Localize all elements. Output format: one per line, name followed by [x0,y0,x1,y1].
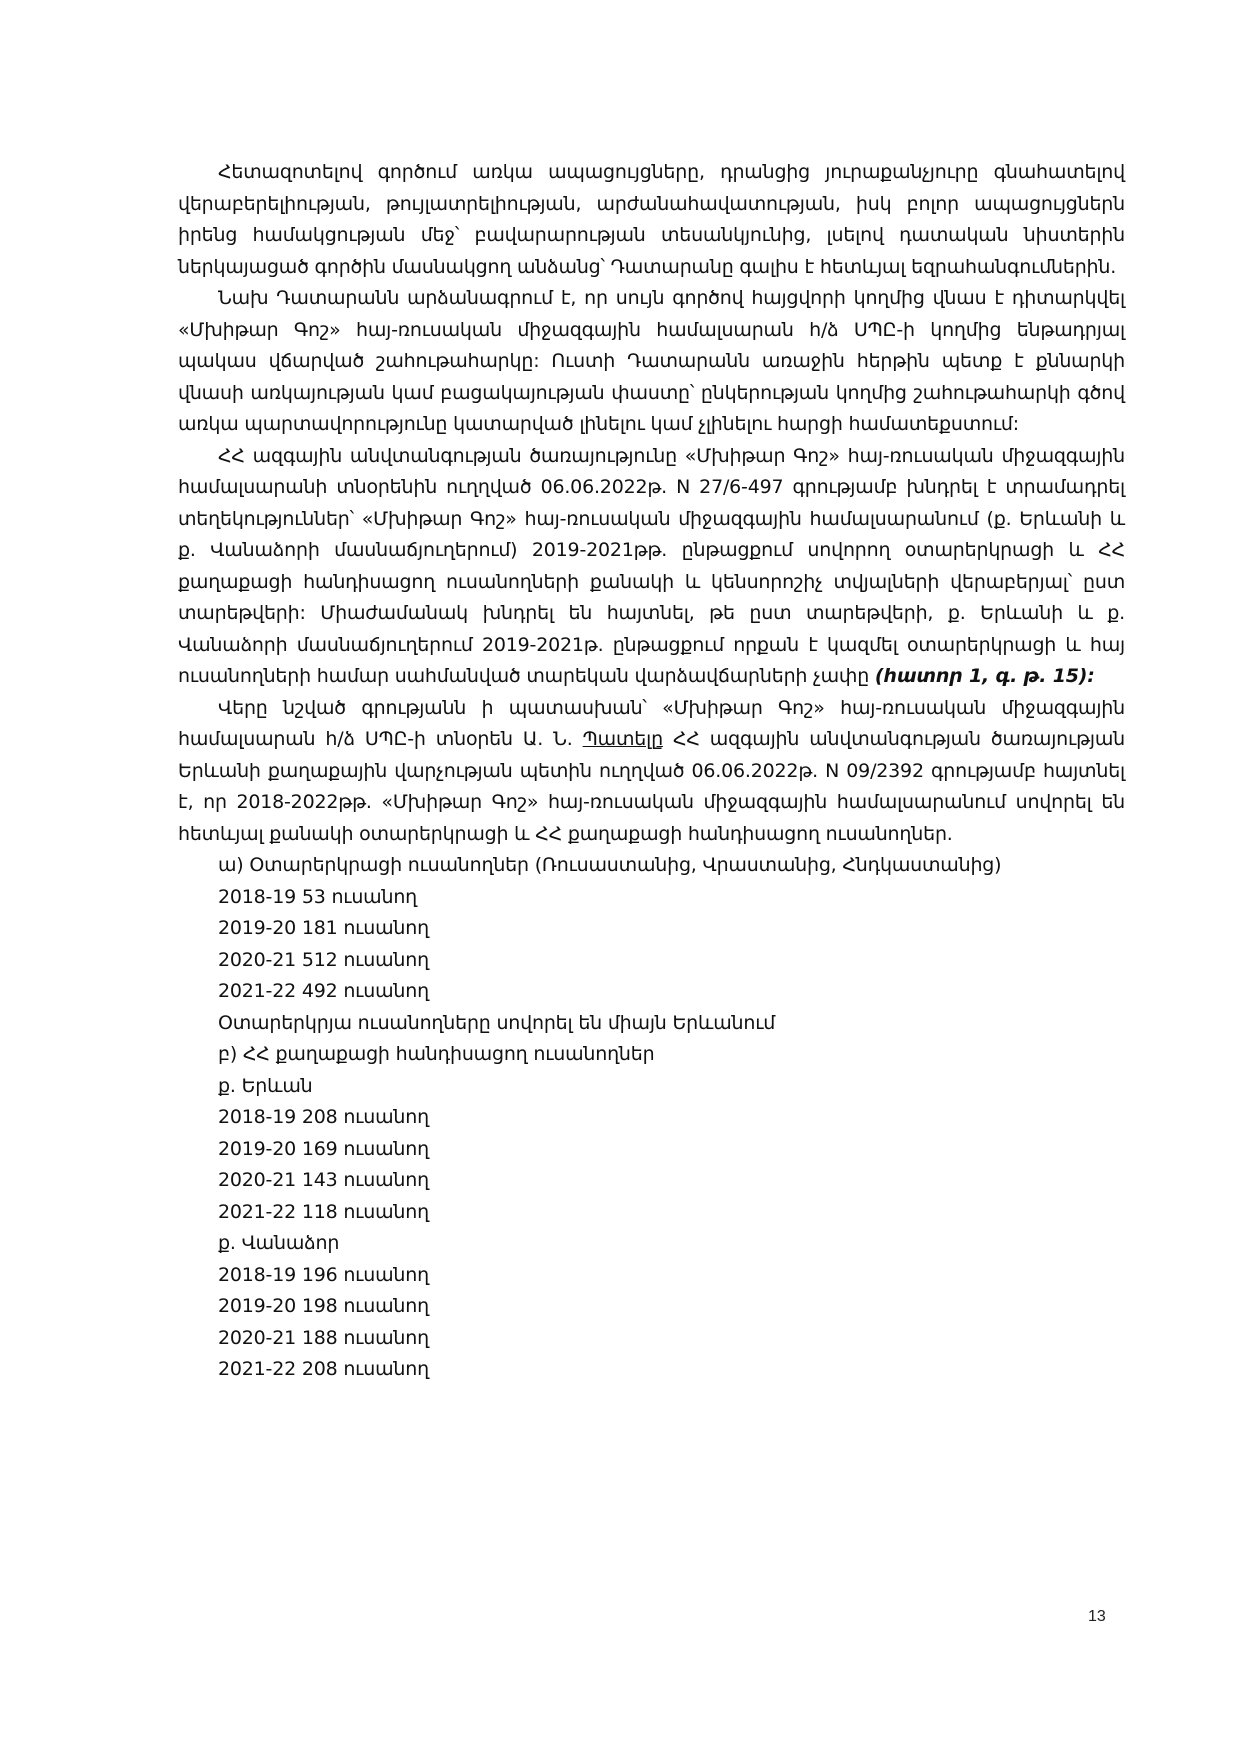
paragraph-1 [178,157,1125,283]
list-item: 2021-22 208 ուսանող [218,1358,429,1380]
paragraph-3-text: ՀՀ ազգային անվտանգության ծառայությունը «Մխիթար Գոշ» հայ-ռուսական միջազգային համալսարանի տնօրենին ուղղված 06.06.2022թ. N 27/6-497 գրությամբ խնդրել է տրամադրել տեղեկություններ՝ «Մխիթար Գոշ» հայ-ռուսական միջազգային համալսարանում (ք. Երևանի և ք. Վանաձորի մասնաճյուղերում) 2019-2021թթ. ընթացքում սովորող օտարերկրացի և ՀՀ քաղաքացի հանդիսացող ուսանողների քանակի և կենսորոշիչ տվյալների վերաբերյալ՝ ըստ տարեթվերի: Միաժամանակ խնդրել են հայտնել, թե ըստ տարեթվերի, ք. Երևանի և ք. Վանաձորի մասնաճյուղերում 2019-2021թ. ընթացքում որքան է կազմել օտարերկրացի և հայ ուսանողների համար սահմանված տարեկան վարձավճարների չափը [178,444,1125,687]
paragraph-2 [178,283,1125,441]
list-item: 2021-22 492 ուսանող [218,980,429,1002]
list-item: 2019-20 169 ուսանող [218,1137,429,1160]
paragraph-4-text-after: ՀՀ ազգային անվտանգության ծառայության Երևանի քաղաքային վարչության պետին ուղղված 06.06.2022թ. N 09/2392 գրությամբ հայտնել է, որ 2018-2022թթ. «Մխիթար Գոշ» հայ-ռուսական միջազգային համալսարանում սովորել են հետևյալ քանակի օտարերկրացի և ՀՀ քաղաքացի հանդիսացող ուսանողներ. [178,728,1126,845]
list-item: 2019-20 181 ուսանող [218,917,429,939]
paragraph-3 [178,441,1125,693]
list-item: 2021-22 118 ուսանող [218,1200,429,1223]
list-item: 2018-19 196 ուսանող [218,1263,429,1286]
volume-reference: (հատոր 1, գ. թ. 15): [874,665,1095,687]
list-heading-citizens: բ) ՀՀ քաղաքացի հանդիսացող ուսանողներ [218,1043,655,1065]
list-note-yerevan-only: Օտարերկրյա ուսանողները սովորել են միայն Երևանում [218,1011,776,1034]
list-item: 2020-21 512 ուսանող [218,948,429,971]
list-heading-foreign: ա) Օտարերկրացի ուսանողներ (Ռուսաստանից, Վրաստանից, Հնդկաստանից) [218,854,1002,876]
list-item: 2020-21 143 ուսանող [218,1169,429,1191]
list-subheading-yerevan: ք. Երևան [218,1074,313,1097]
student-count-list [178,850,1125,1386]
list-subheading-vanadzor: ք. Վանաձոր [218,1232,340,1254]
list-item: 2018-19 208 ուսանող [218,1106,429,1128]
paragraph-1-text: Հետազոտելով գործում առկա ապացույցները, դրանցից յուրաքանչյուրը գնահատելով վերաբերելիության, թույլատրելիության, արժանահավատության, իսկ բոլոր ապացույցներն իրենց համակցության մեջ՝ բավարարության տեսանկյունից, լսելով դատական նիստերին ներկայացած գործին մասնակցող անձանց՝ Դատարանը գալիս է հետևյալ եզրահանգումներին. [178,161,1125,278]
list-item: 2018-19 53 ուսանող [218,885,418,908]
paragraph-4 [178,693,1125,851]
list-item: 2020-21 188 ուսանող [218,1326,429,1349]
list-item: 2019-20 198 ուսանող [218,1295,429,1317]
paragraph-4-text-before: Վերը նշված գրությանն ի պատասխան՝ «Մխիթար Գոշ» հայ-ռուսական միջազգային համալսարան հ/ձ ՍՊԸ-ի տնօրեն Ա. Ն. [178,696,1125,750]
director-name: Պատելը [582,728,663,750]
document-page [178,157,1125,1386]
page-number: 13 [1088,1608,1106,1625]
paragraph-2-text: Նախ Դատարանն արձանագրում է, որ սույն գործով հայցվորի կողմից վնաս է դիտարկվել «Մխիթար Գոշ» հայ-ռուսական միջազգային համալսարան հ/ձ ՍՊԸ-ի կողմից ենթադրյալ պակաս վճարված շահութահարկը: Ուստի Դատարանն առաջին հերթին պետք է քննարկի վնասի առկայության կամ բացակայության փաստը՝ ընկերության կողմից շահութահարկի գծով առկա պարտավորությունը կատարված լինելու կամ չլինելու հարցի համատեքստում: [178,287,1125,435]
